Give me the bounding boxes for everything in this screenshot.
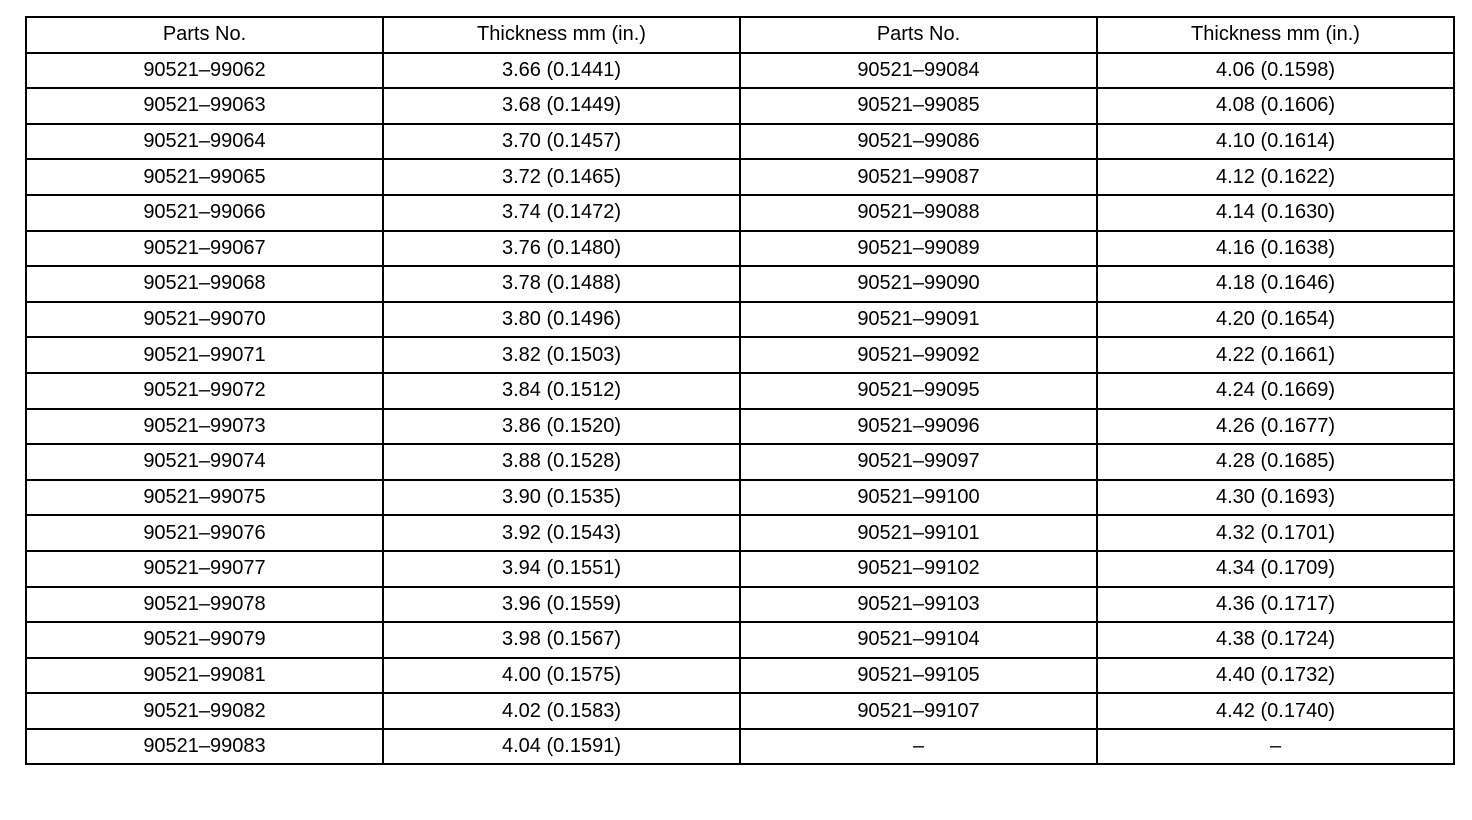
parts-no-cell: 90521–99105 [740,658,1097,694]
thickness-cell: 4.20 (0.1654) [1097,302,1454,338]
thickness-cell: 3.78 (0.1488) [383,266,740,302]
thickness-cell: 4.18 (0.1646) [1097,266,1454,302]
thickness-cell: 3.84 (0.1512) [383,373,740,409]
thickness-cell: 3.82 (0.1503) [383,337,740,373]
thickness-cell: – [1097,729,1454,765]
header-parts-no-1: Parts No. [26,17,383,53]
table-row [26,622,1454,658]
header-thickness-1: Thickness mm (in.) [383,17,740,53]
parts-no-cell: 90521–99064 [26,124,383,160]
table-row [26,159,1454,195]
parts-thickness-table [25,16,1455,765]
parts-no-cell: – [740,729,1097,765]
parts-no-cell: 90521–99101 [740,515,1097,551]
parts-no-cell: 90521–99070 [26,302,383,338]
table-row [26,480,1454,516]
thickness-cell: 4.04 (0.1591) [383,729,740,765]
parts-no-cell: 90521–99071 [26,337,383,373]
parts-no-cell: 90521–99075 [26,480,383,516]
table-body [26,53,1454,765]
thickness-cell: 3.80 (0.1496) [383,302,740,338]
table-row [26,231,1454,267]
thickness-cell: 3.98 (0.1567) [383,622,740,658]
parts-no-cell: 90521–99079 [26,622,383,658]
parts-no-cell: 90521–99078 [26,587,383,623]
header-parts-no-2: Parts No. [740,17,1097,53]
thickness-cell: 3.70 (0.1457) [383,124,740,160]
thickness-cell: 4.16 (0.1638) [1097,231,1454,267]
thickness-cell: 3.88 (0.1528) [383,444,740,480]
table-row [26,444,1454,480]
parts-no-cell: 90521–99097 [740,444,1097,480]
table-row [26,729,1454,765]
parts-no-cell: 90521–99067 [26,231,383,267]
thickness-cell: 4.02 (0.1583) [383,693,740,729]
thickness-cell: 4.22 (0.1661) [1097,337,1454,373]
thickness-cell: 4.28 (0.1685) [1097,444,1454,480]
parts-no-cell: 90521–99081 [26,658,383,694]
thickness-cell: 3.72 (0.1465) [383,159,740,195]
parts-no-cell: 90521–99065 [26,159,383,195]
thickness-cell: 4.26 (0.1677) [1097,409,1454,445]
table-row [26,53,1454,89]
thickness-cell: 4.14 (0.1630) [1097,195,1454,231]
table-row [26,195,1454,231]
thickness-cell: 3.86 (0.1520) [383,409,740,445]
table-header [26,17,1454,53]
table-row [26,693,1454,729]
parts-no-cell: 90521–99096 [740,409,1097,445]
parts-no-cell: 90521–99103 [740,587,1097,623]
thickness-cell: 4.40 (0.1732) [1097,658,1454,694]
parts-no-cell: 90521–99073 [26,409,383,445]
parts-no-cell: 90521–99102 [740,551,1097,587]
parts-no-cell: 90521–99091 [740,302,1097,338]
parts-no-cell: 90521–99087 [740,159,1097,195]
thickness-cell: 4.34 (0.1709) [1097,551,1454,587]
thickness-cell: 4.38 (0.1724) [1097,622,1454,658]
parts-no-cell: 90521–99077 [26,551,383,587]
table-row [26,551,1454,587]
header-row [26,17,1454,53]
parts-no-cell: 90521–99063 [26,88,383,124]
parts-no-cell: 90521–99086 [740,124,1097,160]
thickness-cell: 4.12 (0.1622) [1097,159,1454,195]
parts-no-cell: 90521–99072 [26,373,383,409]
parts-no-cell: 90521–99084 [740,53,1097,89]
thickness-cell: 3.76 (0.1480) [383,231,740,267]
table-row [26,515,1454,551]
parts-no-cell: 90521–99076 [26,515,383,551]
parts-no-cell: 90521–99104 [740,622,1097,658]
table-row [26,409,1454,445]
parts-no-cell: 90521–99089 [740,231,1097,267]
thickness-cell: 3.66 (0.1441) [383,53,740,89]
thickness-cell: 3.96 (0.1559) [383,587,740,623]
parts-no-cell: 90521–99085 [740,88,1097,124]
thickness-cell: 4.06 (0.1598) [1097,53,1454,89]
parts-no-cell: 90521–99068 [26,266,383,302]
thickness-cell: 4.24 (0.1669) [1097,373,1454,409]
thickness-cell: 4.00 (0.1575) [383,658,740,694]
parts-no-cell: 90521–99100 [740,480,1097,516]
table-row [26,587,1454,623]
thickness-cell: 4.08 (0.1606) [1097,88,1454,124]
thickness-cell: 3.68 (0.1449) [383,88,740,124]
thickness-cell: 4.10 (0.1614) [1097,124,1454,160]
parts-no-cell: 90521–99074 [26,444,383,480]
thickness-cell: 4.30 (0.1693) [1097,480,1454,516]
parts-no-cell: 90521–99107 [740,693,1097,729]
parts-no-cell: 90521–99083 [26,729,383,765]
thickness-cell: 4.42 (0.1740) [1097,693,1454,729]
thickness-cell: 3.90 (0.1535) [383,480,740,516]
parts-no-cell: 90521–99095 [740,373,1097,409]
table-row [26,337,1454,373]
table-row [26,266,1454,302]
thickness-cell: 4.36 (0.1717) [1097,587,1454,623]
parts-no-cell: 90521–99062 [26,53,383,89]
table-row [26,373,1454,409]
header-thickness-2: Thickness mm (in.) [1097,17,1454,53]
parts-no-cell: 90521–99088 [740,195,1097,231]
parts-no-cell: 90521–99090 [740,266,1097,302]
parts-no-cell: 90521–99082 [26,693,383,729]
thickness-cell: 3.92 (0.1543) [383,515,740,551]
thickness-cell: 3.74 (0.1472) [383,195,740,231]
table-row [26,658,1454,694]
table-row [26,302,1454,338]
thickness-cell: 3.94 (0.1551) [383,551,740,587]
table-row [26,124,1454,160]
table-row [26,88,1454,124]
parts-no-cell: 90521–99092 [740,337,1097,373]
thickness-cell: 4.32 (0.1701) [1097,515,1454,551]
parts-no-cell: 90521–99066 [26,195,383,231]
